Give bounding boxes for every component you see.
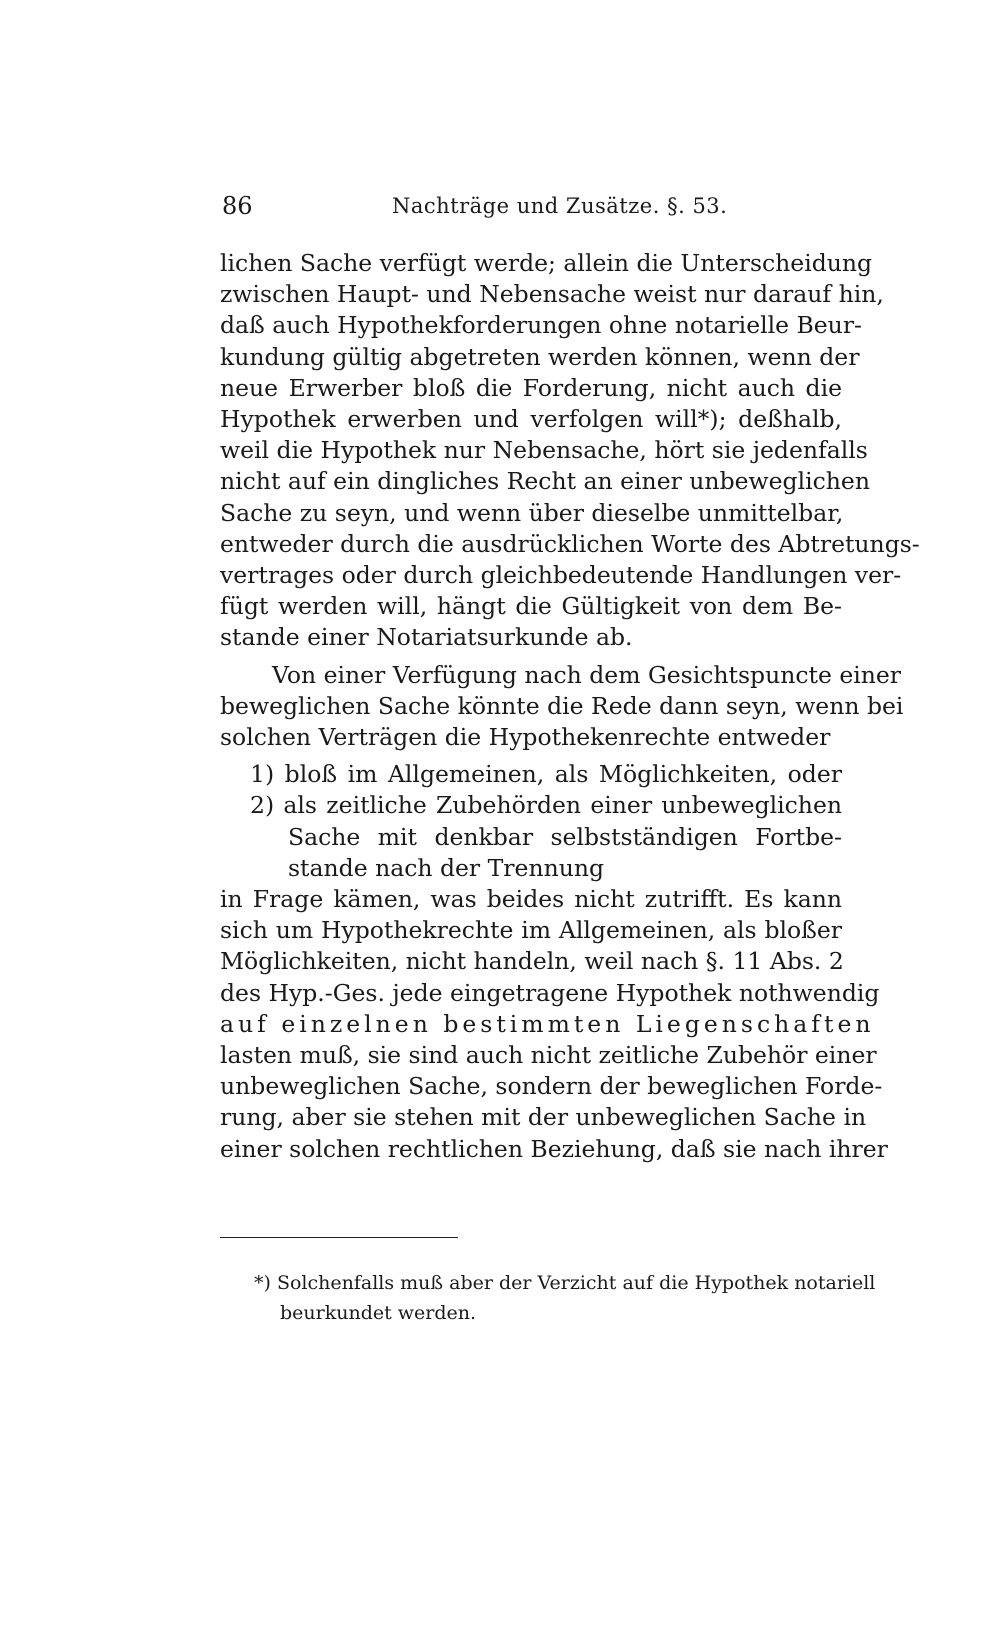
paragraph xyxy=(220,884,888,1165)
text-line: kundung gültig abgetreten werden können, wenn der xyxy=(220,342,860,371)
page-header xyxy=(222,192,842,228)
text-line: Hypothek erwerben und verfolgen will*); deßhalb, xyxy=(220,405,842,434)
footnote-divider xyxy=(220,1237,458,1238)
text-line: des Hyp.-Ges. jede eingetragene Hypothek nothwendig xyxy=(220,978,880,1007)
text-line: beweglichen Sache könnte die Rede dann seyn, wenn bei xyxy=(220,691,904,720)
running-head: Nachträge und Zusätze. §. 53. xyxy=(392,194,728,218)
page-number: 86 xyxy=(222,192,253,220)
text-line: neue Erwerber bloß die Forderung, nicht auch die xyxy=(220,373,842,402)
text-line: sich um Hypothekrechte im Allgemeinen, als bloßer xyxy=(220,916,842,945)
text-line: auf einzelnen bestimmten Liegenschaften xyxy=(220,1009,875,1038)
paragraph xyxy=(220,248,920,654)
text-line: Möglichkeiten, nicht handeln, weil nach §. 11 Abs. 2 xyxy=(220,947,844,976)
text-line: vertrages oder durch gleichbedeutende Handlungen ver- xyxy=(220,561,902,590)
text-line: stande einer Notariatsurkunde ab. xyxy=(220,623,633,652)
paragraph xyxy=(220,660,904,754)
list-item-continuation: stande nach der Trennung xyxy=(288,853,605,882)
list-item: 1) bloß im Allgemeinen, als Möglichkeiten, oder xyxy=(250,760,842,789)
footnote-line: beurkundet werden. xyxy=(280,1302,477,1324)
text-line: einer solchen rechtlichen Beziehung, daß sie nach ihrer xyxy=(220,1134,888,1163)
list-item-continuation: Sache mit denkbar selbstständigen Fortbe- xyxy=(288,822,842,851)
list-item: 2) als zeitliche Zubehörden einer unbeweglichen xyxy=(250,791,842,820)
text-line: lasten muß, sie sind auch nicht zeitliche Zubehör einer xyxy=(220,1041,877,1070)
enumerated-list xyxy=(220,759,842,884)
footnote-line: *) Solchenfalls muß aber der Verzicht auf die Hypothek notariell xyxy=(254,1272,876,1294)
text-line: weil die Hypothek nur Nebensache, hört sie jedenfalls xyxy=(220,436,868,465)
text-line: rung, aber sie stehen mit der unbeweglichen Sache in xyxy=(220,1103,867,1132)
text-line: zwischen Haupt- und Nebensache weist nur darauf hin, xyxy=(220,280,884,309)
footnote xyxy=(254,1268,876,1328)
text-line: Sache zu seyn, und wenn über dieselbe unmittelbar, xyxy=(220,498,844,527)
text-line: Von einer Verfügung nach dem Gesichtspuncte einer xyxy=(272,660,902,689)
text-line: daß auch Hypothekforderungen ohne notarielle Beur- xyxy=(220,311,862,340)
text-line: in Frage kämen, was beides nicht zutrifft. Es kann xyxy=(220,885,842,914)
text-line: fügt werden will, hängt die Gültigkeit von dem Be- xyxy=(220,592,842,621)
text-line: lichen Sache verfügt werde; allein die Unterscheidung xyxy=(220,249,873,277)
text-line: nicht auf ein dingliches Recht an einer unbeweglichen xyxy=(220,467,870,496)
text-line: unbeweglichen Sache, sondern der beweglichen Forde- xyxy=(220,1072,883,1101)
text-line: solchen Verträgen die Hypothekenrechte entweder xyxy=(220,723,831,752)
body-text xyxy=(220,248,920,1165)
text-line: entweder durch die ausdrücklichen Worte des Abtretungs- xyxy=(220,529,920,558)
